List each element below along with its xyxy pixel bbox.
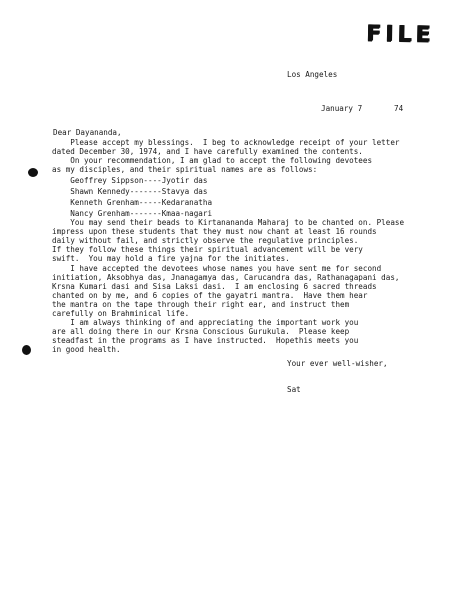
body-line: If they follow these things their spiritual advancement will be very — [52, 245, 363, 254]
body-line: initiation, Aksobhya das, Jnanagamya das, Carucandra das, Rathanagapani das, — [52, 273, 400, 282]
signature: Sat — [287, 385, 301, 394]
body-line: On your recommendation, I am glad to accept the following devotees — [52, 156, 373, 165]
body-line: in good health. — [52, 345, 121, 354]
body-line: Geoffrey Sippson----Jyotir das — [52, 176, 208, 185]
body-line: Krsna Kumari dasi and Sisa Laksi dasi. I am enclosing 6 sacred threads — [52, 282, 377, 291]
closing: Your ever well-wisher, — [287, 359, 388, 368]
body-line: chanted on by me, and 6 copies of the gayatri mantra. Have them hear — [52, 291, 368, 300]
date-year: 74 — [394, 104, 404, 113]
punch-hole-bottom — [22, 345, 31, 355]
body-line: as my disciples, and their spiritual names are as follows: — [52, 165, 318, 174]
salutation: Dear Dayananda, — [53, 128, 122, 137]
body-line: You may send their beads to Kirtanananda Maharaj to be chanted on. Please — [52, 218, 405, 227]
location: Los Angeles — [287, 70, 338, 79]
file-stamp: FILE — [365, 21, 435, 48]
body-line: I have accepted the devotees whose names you have sent me for second — [52, 264, 382, 273]
body-line: I am always thinking of and appreciating the important work you — [52, 318, 359, 327]
body-line: impress upon these students that they must now chant at least 16 rounds — [52, 227, 377, 236]
body-line: carefully on Brahminical life. — [52, 309, 190, 318]
body-line: Please accept my blessings. I beg to acknowledge receipt of your letter — [52, 138, 400, 147]
body-line: Nancy Grenham-------Kmaa-nagari — [52, 209, 213, 218]
body-line: daily without fail, and strictly observe the regulative principles. — [52, 236, 359, 245]
body-line: Kenneth Grenham-----Kedaranatha — [52, 198, 213, 207]
punch-hole-top — [28, 168, 38, 177]
body-line: steadfast in the programs as I have instructed. Hopethis meets you — [52, 336, 359, 345]
body-line: dated December 30, 1974, and I have carefully examined the contents. — [52, 147, 363, 156]
date: January 7 — [321, 104, 363, 113]
body-line: swift. You may hold a fire yajna for the initiates. — [52, 254, 290, 263]
body-line: the mantra on the tape through their right ear, and instruct them — [52, 300, 350, 309]
body-line: Shawn Kennedy-------Stavya das — [52, 187, 208, 196]
body-line: are all doing there in our Krsna Conscious Gurukula. Please keep — [52, 327, 350, 336]
